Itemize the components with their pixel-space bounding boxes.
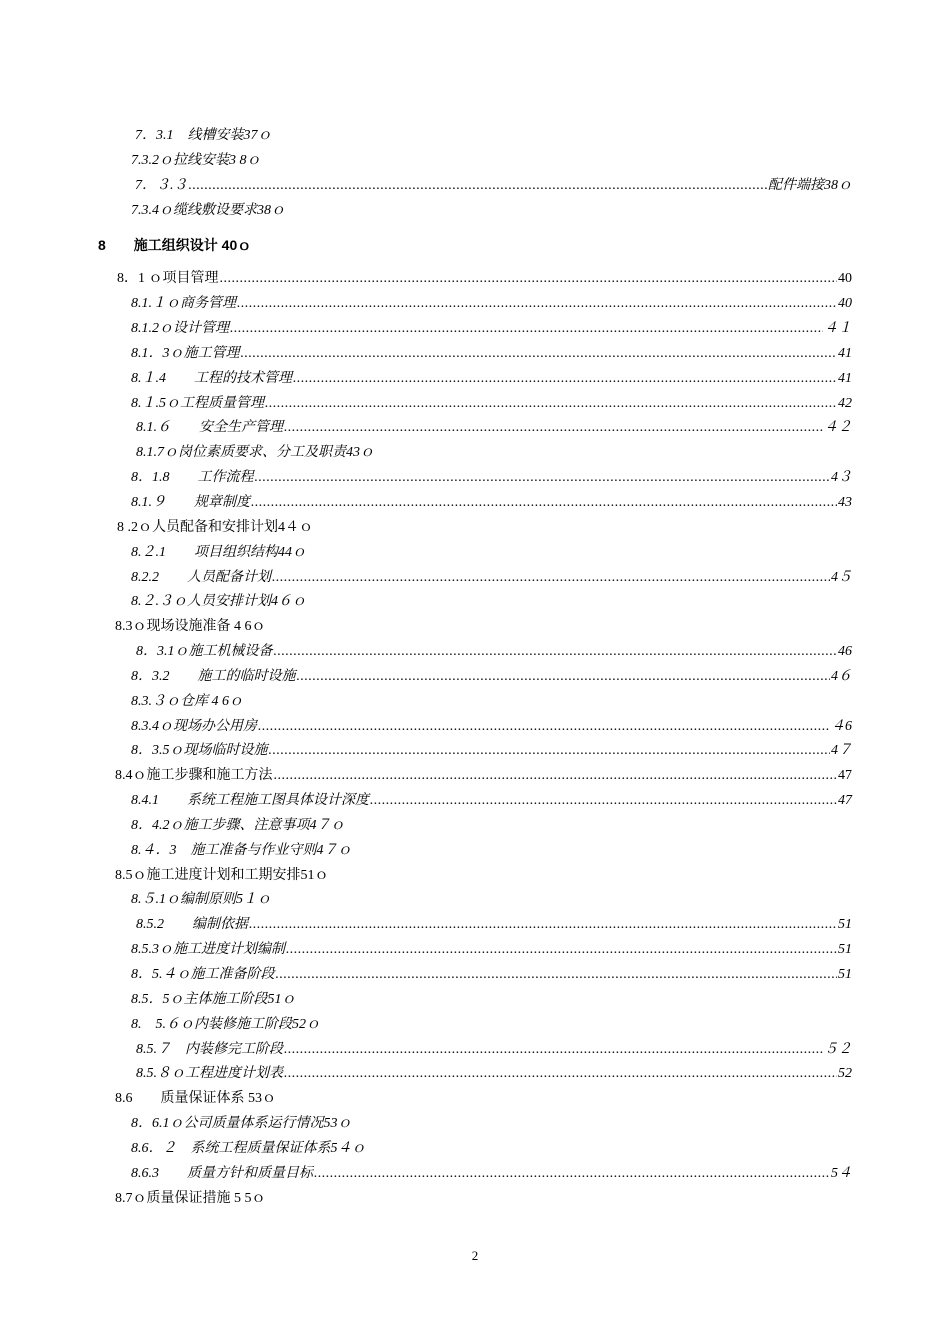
toc-dot-leader	[286, 938, 837, 963]
toc-entry-title: 8. 5.６ｏ内装修施工阶段52ｏ	[131, 1016, 320, 1032]
toc-entry-title: 8.４．3 施工准备与作业守则4７ｏ	[131, 842, 352, 858]
toc-entry[interactable]	[0, 665, 950, 690]
toc-entry-page: ４6	[831, 718, 852, 734]
toc-entry-page: 40	[838, 271, 852, 287]
toc-entry-title: 8.1.2ｏ设计管理	[131, 321, 229, 337]
toc-entry-page: ４１	[824, 321, 852, 337]
toc-dot-leader	[237, 292, 837, 317]
toc-entry[interactable]	[0, 913, 950, 938]
toc-entry-title: 8.２.３ｏ人员安排计划4６ｏ	[131, 594, 306, 610]
toc-entry-page: 41	[838, 345, 852, 361]
toc-entry-title: 8．1 ｏ项目管理	[117, 271, 219, 287]
page-number: 2	[471, 1248, 479, 1263]
toc-entry-title: 8.2.2 人员配备计划	[131, 569, 271, 585]
toc-entry-page: 43	[838, 494, 852, 510]
toc-dot-leader	[189, 174, 768, 199]
toc-entry[interactable]	[0, 1062, 950, 1087]
toc-entry[interactable]	[0, 149, 950, 174]
toc-dot-leader	[284, 1062, 837, 1087]
toc-entry[interactable]	[0, 715, 950, 740]
toc-entry-title: 8.1．3ｏ施工管理	[131, 345, 240, 361]
toc-entry[interactable]	[0, 392, 950, 417]
toc-entry-title: 8.4ｏ施工步骤和施工方法	[115, 768, 273, 784]
toc-entry-title: 8．1.8 工作流程	[131, 470, 254, 486]
toc-entry-page: 4３	[831, 470, 852, 486]
toc-dot-leader	[274, 640, 838, 665]
toc-entry-page: 51	[838, 967, 852, 982]
toc-entry-title: 8.1.９ 规章制度	[131, 494, 250, 510]
toc-entry[interactable]	[0, 839, 950, 864]
toc-entry-page: 42	[838, 395, 852, 411]
toc-entry-title: 8．3.1ｏ施工机械设备	[136, 644, 273, 660]
toc-entry[interactable]	[0, 1112, 950, 1137]
toc-entry-title: 8.２.1 项目组织结构44ｏ	[131, 544, 306, 560]
toc-entry-page: 47	[838, 768, 852, 784]
toc-dot-leader	[249, 913, 837, 938]
toc-entry[interactable]	[0, 342, 950, 367]
toc-entry-title: 8.4.1 系统工程施工图具体设计深度	[131, 793, 369, 809]
toc-entry-title: 8.5．5ｏ主体施工阶段51ｏ	[131, 991, 296, 1007]
toc-entry-title: 7.3.2ｏ拉线安装3 8ｏ	[131, 152, 261, 168]
toc-entry-title: 8．4.2ｏ施工步骤、注意事项4７ｏ	[131, 817, 345, 833]
toc-entry-title: 8 施工组织设计 40ｏ	[98, 237, 252, 254]
toc-entry-title: 8.1.１ｏ商务管理	[131, 296, 236, 312]
toc-entry[interactable]	[0, 938, 950, 963]
toc-entry-page: 47	[838, 793, 852, 809]
toc-entry[interactable]	[0, 566, 950, 591]
toc-dot-leader	[274, 764, 838, 789]
toc-entry[interactable]	[0, 888, 950, 913]
toc-entry[interactable]	[0, 615, 950, 640]
toc-entry[interactable]	[0, 1038, 950, 1063]
toc-entry-title: 8.5.７ 内装修完工阶段	[136, 1041, 283, 1057]
toc-entry[interactable]	[0, 124, 950, 149]
toc-dot-leader	[258, 715, 830, 740]
toc-entry[interactable]	[0, 174, 950, 199]
toc-entry[interactable]	[0, 223, 950, 267]
toc-entry-title: 8.5.3ｏ施工进度计划编制	[131, 942, 285, 958]
toc-entry-title: 8.5.８ｏ工程进度计划表	[136, 1066, 283, 1082]
toc-entry[interactable]	[0, 1013, 950, 1038]
toc-entry[interactable]	[0, 267, 950, 292]
toc-entry[interactable]	[0, 1137, 950, 1162]
toc-entry[interactable]	[0, 1187, 950, 1212]
toc-entry-title: 7．3.1 线槽安装37ｏ	[135, 128, 272, 143]
toc-entry[interactable]	[0, 516, 950, 541]
table-of-contents	[0, 124, 950, 1211]
toc-entry-page: 46	[838, 644, 852, 660]
toc-entry[interactable]	[0, 640, 950, 665]
toc-dot-leader	[293, 367, 837, 392]
toc-dot-leader	[297, 665, 831, 690]
toc-entry-page: 5４	[831, 1165, 852, 1181]
toc-entry-title: 8.3.３ｏ仓库 4 6ｏ	[131, 693, 243, 709]
toc-entry-title: 8.1.６ 安全生产管理	[136, 420, 283, 436]
toc-entry[interactable]	[0, 199, 950, 224]
toc-entry[interactable]	[0, 1087, 950, 1112]
toc-dot-leader	[314, 1162, 830, 1187]
toc-entry-title: 8．3.2 施工的临时设施	[131, 668, 296, 684]
toc-entry[interactable]	[0, 764, 950, 789]
toc-entry[interactable]	[0, 690, 950, 715]
toc-dot-leader	[255, 466, 831, 491]
toc-entry-page: 41	[838, 370, 852, 386]
toc-entry[interactable]	[0, 739, 950, 764]
toc-entry[interactable]	[0, 814, 950, 839]
toc-entry-title: 8.6.3 质量方针和质量目标	[131, 1165, 313, 1181]
toc-entry[interactable]	[0, 292, 950, 317]
toc-dot-leader	[251, 491, 837, 516]
toc-entry-page: 40	[838, 296, 852, 312]
toc-entry-title: 8.3.4ｏ现场办公用房	[131, 718, 257, 734]
toc-entry[interactable]	[0, 317, 950, 342]
toc-dot-leader	[284, 1038, 823, 1063]
toc-entry-page: 4５	[831, 569, 852, 585]
toc-entry-page: ５２	[824, 1041, 852, 1057]
toc-entry-page: 4６	[831, 668, 852, 684]
toc-entry-page: ４２	[824, 420, 852, 436]
toc-dot-leader	[265, 392, 837, 417]
toc-dot-leader	[272, 566, 830, 591]
toc-entry-title: 8.５.1ｏ编制原则5１ｏ	[131, 892, 271, 908]
toc-entry-page: 51	[838, 917, 852, 933]
toc-entry-title: 8．3.5ｏ现场临时设施	[131, 743, 268, 759]
toc-entry-title: 7．３.３	[135, 177, 188, 193]
toc-entry[interactable]	[0, 367, 950, 392]
toc-entry-page: 52	[838, 1066, 852, 1082]
toc-entry-title: 8.１.5ｏ工程质量管理	[131, 395, 264, 411]
toc-entry[interactable]	[0, 541, 950, 566]
toc-entry[interactable]	[0, 466, 950, 491]
toc-dot-leader	[370, 789, 837, 814]
toc-entry-title: 8 .2ｏ人员配备和安排计划4４ｏ	[117, 519, 313, 535]
toc-entry-title: 8.3ｏ现场设施准备 4 6ｏ	[115, 619, 266, 635]
toc-dot-leader	[284, 416, 823, 441]
toc-entry-title: 7.3.4ｏ缆线敷设要求38ｏ	[131, 202, 285, 218]
toc-entry[interactable]	[0, 988, 950, 1013]
toc-entry-title: 8．6.1ｏ公司质量体系运行情况53ｏ	[131, 1116, 352, 1132]
toc-dot-leader	[230, 317, 823, 342]
toc-entry-page: 4７	[831, 743, 852, 759]
toc-entry-page: 配件端接38ｏ	[768, 177, 852, 193]
toc-entry-page: 51	[838, 942, 852, 958]
toc-entry-title: 8.1.7ｏ岗位素质要求、分工及职责43ｏ	[136, 445, 374, 461]
toc-entry[interactable]	[0, 491, 950, 516]
toc-dot-leader	[220, 267, 838, 292]
toc-entry-title: 8.6 质量保证体系 53ｏ	[115, 1091, 276, 1107]
toc-entry[interactable]	[0, 441, 950, 466]
toc-dot-leader	[241, 342, 838, 367]
toc-entry[interactable]	[0, 789, 950, 814]
toc-dot-leader	[276, 963, 838, 988]
toc-entry-title: 8.5.2 编制依据	[136, 917, 248, 933]
toc-entry-title: 8.１.4 工程的技术管理	[131, 370, 292, 386]
toc-dot-leader	[269, 739, 831, 764]
toc-entry[interactable]	[0, 416, 950, 441]
toc-entry[interactable]	[0, 963, 950, 988]
toc-entry-title: 8.7ｏ质量保证措施 5 5ｏ	[115, 1190, 266, 1206]
toc-entry[interactable]	[0, 590, 950, 615]
toc-entry-title: 8.6．２ 系统工程质量保证体系5４ｏ	[131, 1140, 366, 1156]
toc-entry-title: 8.5ｏ施工进度计划和工期安排51ｏ	[115, 867, 329, 883]
toc-entry[interactable]	[0, 864, 950, 889]
toc-entry[interactable]	[0, 1162, 950, 1187]
toc-entry-title: 8．5.４ｏ施工准备阶段	[131, 967, 275, 982]
